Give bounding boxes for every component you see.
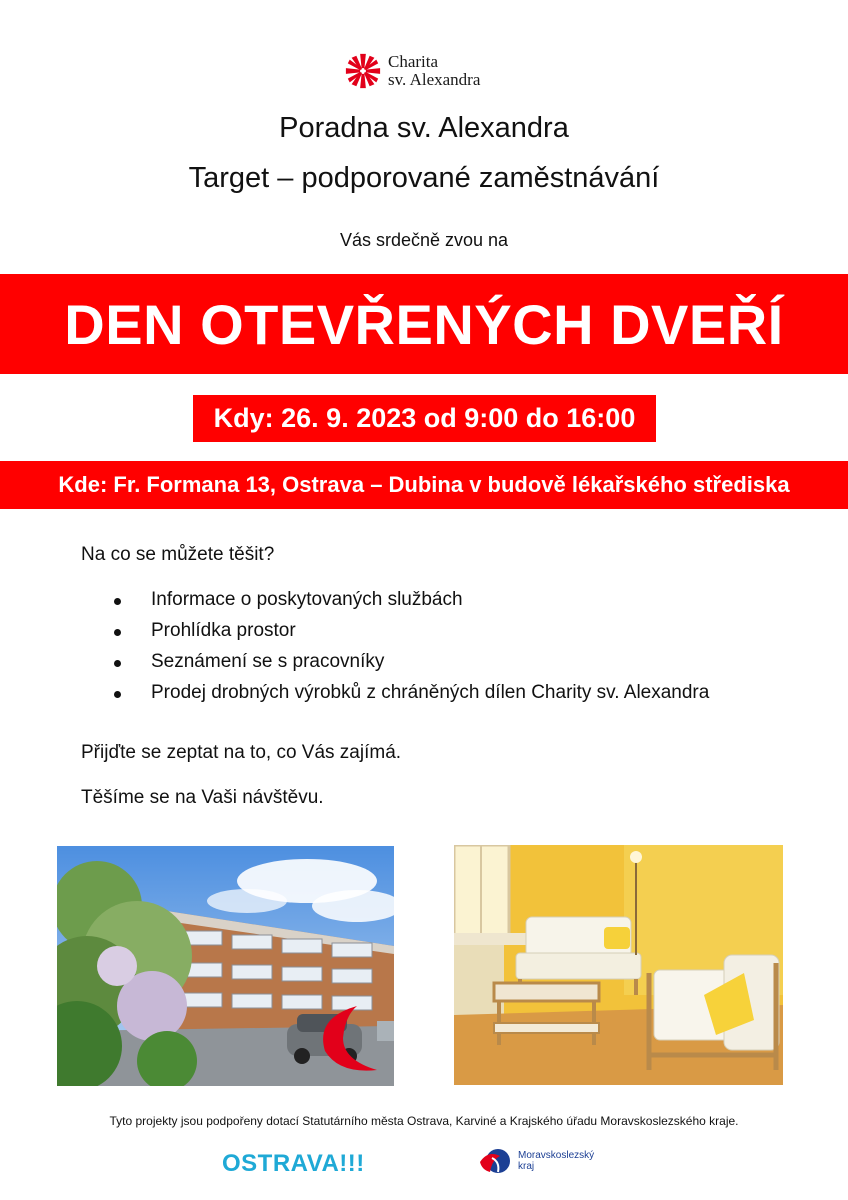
list-item: Seznámení se s pracovníky — [110, 648, 709, 679]
title-line-1: Poradna sv. Alexandra — [279, 112, 569, 144]
funding-note: Tyto projekty jsou podpořeny dotací Statutárního města Ostrava, Karviné a Krajského úřadu Moravskoslezského kraje. — [109, 1114, 739, 1128]
features-list — [110, 586, 709, 710]
list-item: Prohlídka prostor — [110, 617, 709, 648]
when-box: Kdy: 26. 9. 2023 od 9:00 do 16:00 — [193, 395, 656, 442]
title-line-2: Target – podporované zaměstnávání — [188, 162, 660, 194]
charita-logo-text — [388, 53, 480, 89]
invite-text: Vás srdečně zvou na — [339, 230, 509, 250]
msk-logo-text — [518, 1150, 594, 1172]
charita-logo — [344, 52, 480, 90]
list-item: Prodej drobných výrobků z chráněných dílen Charity sv. Alexandra — [110, 679, 709, 710]
question-text: Na co se můžete těšit? — [81, 544, 275, 565]
ostrava-logo: OSTRAVA!!! — [222, 1150, 365, 1177]
msk-logo-line1: Moravskoslezský — [518, 1150, 595, 1161]
moravskoslezsky-kraj-logo — [478, 1146, 594, 1176]
charita-logo-line1: Charita — [388, 52, 439, 71]
charita-cross-icon — [344, 52, 382, 90]
open-day-banner: DEN OTEVŘENÝCH DVEŘÍ — [0, 274, 848, 374]
list-item: Informace o poskytovaných službách — [110, 586, 709, 617]
where-bar: Kde: Fr. Formana 13, Ostrava – Dubina v budově lékařského střediska — [0, 461, 848, 509]
building-photo — [57, 846, 394, 1086]
paragraph-ask: Přijďte se zeptat na to, co Vás zajímá. — [81, 742, 402, 763]
moravskoslezsky-kraj-emblem-icon — [478, 1146, 514, 1176]
charita-logo-line2: sv. Alexandra — [388, 70, 481, 89]
msk-logo-line2: kraj — [518, 1161, 535, 1172]
paragraph-welcome: Těšíme se na Vaši návštěvu. — [81, 787, 324, 808]
room-photo — [454, 845, 783, 1085]
